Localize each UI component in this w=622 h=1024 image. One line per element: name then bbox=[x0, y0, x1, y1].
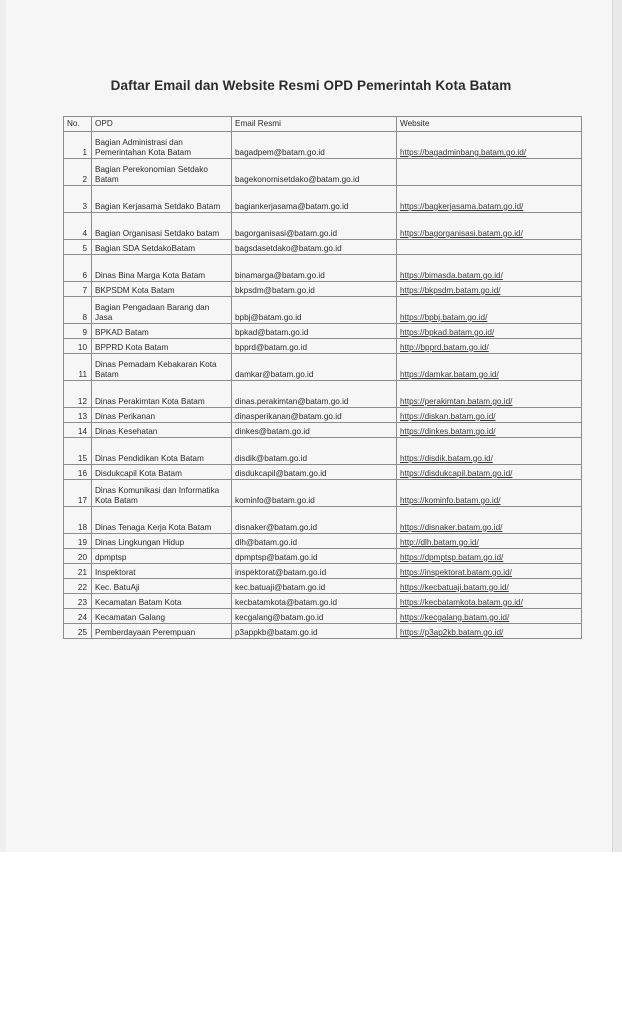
row-email[interactable]: disnaker@batam.go.id bbox=[232, 507, 397, 534]
table-row bbox=[64, 624, 582, 639]
opd-name-text: BPKAD Batam bbox=[95, 327, 149, 337]
row-email[interactable]: damkar@batam.go.id bbox=[232, 354, 397, 381]
row-email[interactable]: kec.batuaji@batam.go.id bbox=[232, 579, 397, 594]
table-row bbox=[64, 159, 582, 186]
scan-right-edge bbox=[612, 0, 622, 852]
row-email[interactable]: bagadpem@batam.go.id bbox=[232, 132, 397, 159]
row-number: 17 bbox=[64, 480, 92, 507]
opd-name-text: Pemberdayaan Perempuan bbox=[95, 627, 196, 637]
row-website[interactable]: https://kecbatamkota.batam.go.id/ bbox=[397, 594, 582, 609]
table-row bbox=[64, 579, 582, 594]
row-number: 21 bbox=[64, 564, 92, 579]
table-row bbox=[64, 594, 582, 609]
row-website[interactable]: https://bpbj.batam.go.id/ bbox=[397, 297, 582, 324]
row-email[interactable]: binamarga@batam.go.id bbox=[232, 255, 397, 282]
row-website[interactable]: https://disdukcapil.batam.go.id/ bbox=[397, 465, 582, 480]
row-number: 18 bbox=[64, 507, 92, 534]
row-website[interactable]: https://kominfo.batam.go.id/ bbox=[397, 480, 582, 507]
row-email[interactable]: bpbj@batam.go.id bbox=[232, 297, 397, 324]
table-row bbox=[64, 240, 582, 255]
row-number: 20 bbox=[64, 549, 92, 564]
row-number: 19 bbox=[64, 534, 92, 549]
opd-name-text: Dinas Komunikasi dan Informatika Kota Batam bbox=[95, 485, 220, 505]
row-opd-name bbox=[92, 282, 232, 297]
row-opd-name bbox=[92, 534, 232, 549]
row-email[interactable]: disdukcapil@batam.go.id bbox=[232, 465, 397, 480]
row-email[interactable]: bagorganisasi@batam.go.id bbox=[232, 213, 397, 240]
table-row bbox=[64, 186, 582, 213]
row-number: 12 bbox=[64, 381, 92, 408]
row-opd-name bbox=[92, 354, 232, 381]
row-number: 13 bbox=[64, 408, 92, 423]
table-body bbox=[64, 132, 582, 639]
table-row bbox=[64, 507, 582, 534]
header-no: No. bbox=[64, 117, 92, 132]
opd-name-text: BKPSDM Kota Batam bbox=[95, 285, 175, 295]
table-row bbox=[64, 282, 582, 297]
row-number: 22 bbox=[64, 579, 92, 594]
row-opd-name bbox=[92, 339, 232, 354]
row-opd-name bbox=[92, 465, 232, 480]
row-number: 23 bbox=[64, 594, 92, 609]
row-email[interactable]: dinas.perakimtan@batam.go.id bbox=[232, 381, 397, 408]
row-email[interactable]: disdik@batam.go.id bbox=[232, 438, 397, 465]
row-website[interactable]: https://bkpsdm.batam.go.id/ bbox=[397, 282, 582, 297]
table-row bbox=[64, 381, 582, 408]
row-website[interactable]: http://bpprd.batam.go.id/ bbox=[397, 339, 582, 354]
row-email[interactable]: bkpsdm@batam.go.id bbox=[232, 282, 397, 297]
row-website[interactable]: https://dpmptsp.batam.go.id/ bbox=[397, 549, 582, 564]
table-row bbox=[64, 132, 582, 159]
table-row bbox=[64, 255, 582, 282]
row-website[interactable] bbox=[397, 159, 582, 186]
opd-name-text: Dinas Kesehatan bbox=[95, 426, 158, 436]
row-opd-name bbox=[92, 132, 232, 159]
opd-name-text: Inspektorat bbox=[95, 567, 136, 577]
opd-name-text: Bagian SDA SetdakoBatam bbox=[95, 243, 196, 253]
row-website[interactable]: https://inspektorat.batam.go.id/ bbox=[397, 564, 582, 579]
row-number: 14 bbox=[64, 423, 92, 438]
row-opd-name bbox=[92, 408, 232, 423]
row-email[interactable]: kecgalang@batam.go.id bbox=[232, 609, 397, 624]
row-email[interactable]: bagsdasetdako@batam.go.id bbox=[232, 240, 397, 255]
opd-name-text: Bagian Administrasi dan Pemerintahan Kota Batam bbox=[95, 137, 192, 157]
row-opd-name bbox=[92, 564, 232, 579]
opd-name-text: Dinas Bina Marga Kota Batam bbox=[95, 270, 206, 280]
row-opd-name bbox=[92, 594, 232, 609]
row-email[interactable]: dinasperikanan@batam.go.id bbox=[232, 408, 397, 423]
row-opd-name bbox=[92, 624, 232, 639]
row-number: 3 bbox=[64, 186, 92, 213]
row-number: 24 bbox=[64, 609, 92, 624]
row-website[interactable]: https://dinkes.batam.go.id/ bbox=[397, 423, 582, 438]
table-row bbox=[64, 354, 582, 381]
row-number: 11 bbox=[64, 354, 92, 381]
table-row bbox=[64, 609, 582, 624]
row-opd-name bbox=[92, 159, 232, 186]
row-website[interactable]: https://bagadminbang.batam.go.id/ bbox=[397, 132, 582, 159]
table-row bbox=[64, 534, 582, 549]
row-email[interactable]: dlh@batam.go.id bbox=[232, 534, 397, 549]
row-number: 8 bbox=[64, 297, 92, 324]
row-opd-name bbox=[92, 381, 232, 408]
row-website[interactable]: http://dlh.batam.go.id/ bbox=[397, 534, 582, 549]
row-website[interactable]: https://bagorganisasi.batam.go.id/ bbox=[397, 213, 582, 240]
row-opd-name bbox=[92, 240, 232, 255]
row-email[interactable]: inspektorat@batam.go.id bbox=[232, 564, 397, 579]
opd-name-text: Dinas Perikanan bbox=[95, 411, 156, 421]
opd-name-text: dpmptsp bbox=[95, 552, 127, 562]
row-email[interactable]: p3appkb@batam.go.id bbox=[232, 624, 397, 639]
opd-name-text: Bagian Pengadaan Barang dan Jasa bbox=[95, 302, 210, 322]
row-opd-name bbox=[92, 549, 232, 564]
header-opd: OPD bbox=[92, 117, 232, 132]
row-email[interactable]: bagiankerjasama@batam.go.id bbox=[232, 186, 397, 213]
table-row bbox=[64, 480, 582, 507]
opd-name-text: Dinas Tenaga Kerja Kota Batam bbox=[95, 522, 212, 532]
row-number: 6 bbox=[64, 255, 92, 282]
row-number: 15 bbox=[64, 438, 92, 465]
row-opd-name bbox=[92, 609, 232, 624]
table-row bbox=[64, 213, 582, 240]
opd-name-text: Dinas Pendidikan Kota Batam bbox=[95, 453, 204, 463]
row-number: 2 bbox=[64, 159, 92, 186]
table-row bbox=[64, 423, 582, 438]
row-opd-name bbox=[92, 438, 232, 465]
row-website[interactable]: https://kecgalang.batam.go.id/ bbox=[397, 609, 582, 624]
row-email[interactable]: dpmptsp@batam.go.id bbox=[232, 549, 397, 564]
row-opd-name bbox=[92, 186, 232, 213]
table-row bbox=[64, 339, 582, 354]
row-website[interactable]: https://p3ap2kb.batam.go.id/ bbox=[397, 624, 582, 639]
row-email[interactable]: bpprd@batam.go.id bbox=[232, 339, 397, 354]
table-row bbox=[64, 408, 582, 423]
row-number: 7 bbox=[64, 282, 92, 297]
row-email[interactable]: bagekonomisetdako@batam.go.id bbox=[232, 159, 397, 186]
row-number: 16 bbox=[64, 465, 92, 480]
row-opd-name bbox=[92, 324, 232, 339]
row-number: 5 bbox=[64, 240, 92, 255]
row-opd-name bbox=[92, 255, 232, 282]
row-website[interactable]: https://perakimtan.batam.go.id/ bbox=[397, 381, 582, 408]
table-row bbox=[64, 465, 582, 480]
row-number: 10 bbox=[64, 339, 92, 354]
row-opd-name bbox=[92, 579, 232, 594]
row-number: 25 bbox=[64, 624, 92, 639]
row-website[interactable]: https://kecbatuaji.batam.go.id/ bbox=[397, 579, 582, 594]
opd-name-text: Kec. BatuAji bbox=[95, 582, 140, 592]
opd-name-text: Disdukcapil Kota Batam bbox=[95, 468, 182, 478]
opd-name-text: Dinas Perakimtan Kota Batam bbox=[95, 396, 205, 406]
opd-name-text: Kecamatan Galang bbox=[95, 612, 166, 622]
row-opd-name bbox=[92, 480, 232, 507]
opd-name-text: Bagian Perekonomian Setdako Batam bbox=[95, 164, 208, 184]
table-header-row bbox=[64, 117, 582, 132]
row-opd-name bbox=[92, 213, 232, 240]
row-website[interactable]: https://disdik.batam.go.id/ bbox=[397, 438, 582, 465]
row-number: 9 bbox=[64, 324, 92, 339]
row-website[interactable]: https://damkar.batam.go.id/ bbox=[397, 354, 582, 381]
row-website[interactable] bbox=[397, 240, 582, 255]
opd-name-text: Dinas Lingkungan Hidup bbox=[95, 537, 185, 547]
opd-name-text: Bagian Kerjasama Setdako Batam bbox=[95, 201, 221, 211]
table-row bbox=[64, 564, 582, 579]
document-title: Daftar Email dan Website Resmi OPD Pemerintah Kota Batam bbox=[110, 78, 512, 93]
opd-name-text: Kecamatan Batam Kota bbox=[95, 597, 182, 607]
row-number: 1 bbox=[64, 132, 92, 159]
row-opd-name bbox=[92, 507, 232, 534]
header-email: Email Resmi bbox=[232, 117, 397, 132]
row-email[interactable]: kecbatamkota@batam.go.id bbox=[232, 594, 397, 609]
row-opd-name bbox=[92, 297, 232, 324]
row-website[interactable]: https://diskan.batam.go.id/ bbox=[397, 408, 582, 423]
row-website[interactable]: https://bpkad.batam.go.id/ bbox=[397, 324, 582, 339]
row-opd-name bbox=[92, 423, 232, 438]
table-row bbox=[64, 549, 582, 564]
opd-name-text: Bagian Organisasi Setdako batam bbox=[95, 228, 220, 238]
header-website: Website bbox=[397, 117, 582, 132]
row-website[interactable]: https://disnaker.batam.go.id/ bbox=[397, 507, 582, 534]
row-email[interactable]: dinkes@batam.go.id bbox=[232, 423, 397, 438]
opd-table bbox=[63, 116, 582, 639]
row-website[interactable]: https://bagkerjasama.batam.go.id/ bbox=[397, 186, 582, 213]
row-email[interactable]: bpkad@batam.go.id bbox=[232, 324, 397, 339]
table-row bbox=[64, 438, 582, 465]
row-number: 4 bbox=[64, 213, 92, 240]
row-email[interactable]: kominfo@batam.go.id bbox=[232, 480, 397, 507]
scan-left-edge bbox=[0, 0, 6, 852]
opd-name-text: Dinas Pemadam Kebakaran Kota Batam bbox=[95, 359, 217, 379]
table-row bbox=[64, 297, 582, 324]
row-website[interactable]: https://bimasda.batam.go.id/ bbox=[397, 255, 582, 282]
opd-name-text: BPPRD Kota Batam bbox=[95, 342, 169, 352]
table-row bbox=[64, 324, 582, 339]
